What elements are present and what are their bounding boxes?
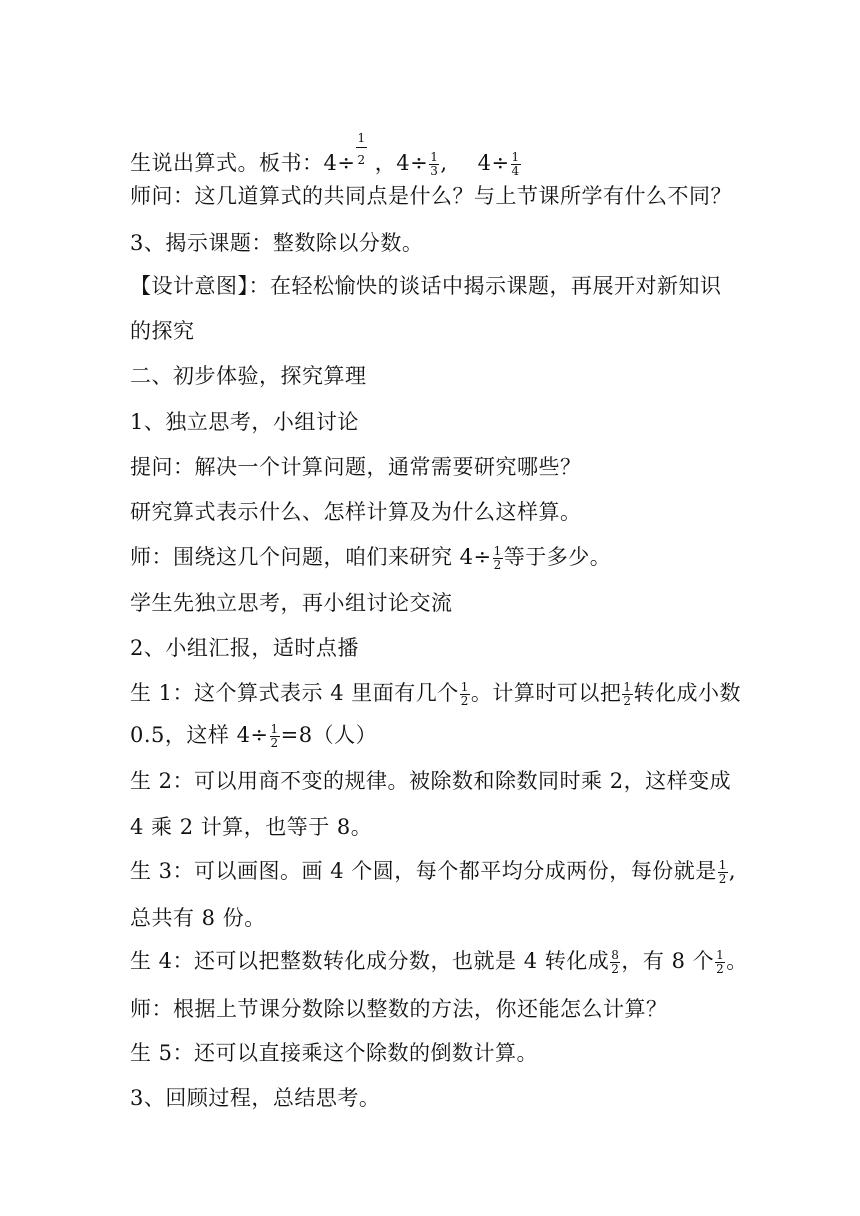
line-20: 师：根据上节课分数除以整数的方法，你还能怎么计算？ [130, 997, 668, 1021]
line-2: 师问：这几道算式的共同点是什么？与上节课所学有什么不同？ [130, 184, 732, 208]
line-10: 师：围绕这几个问题，咱们来研究 4÷ $\frac{1}{2}$ 等于多少。 [130, 544, 612, 572]
fraction: $\frac{1}{2}$ [460, 680, 469, 708]
line-11: 学生先独立思考，再小组讨论交流 [130, 591, 453, 615]
fraction: $\frac{1}{2}$ [270, 722, 279, 750]
fraction: $\frac{1}{4}$ [511, 150, 520, 178]
line-4: 【设计意图】：在轻松愉快的谈话中揭示课题，再展开对新知识 [130, 274, 722, 298]
fraction: $\frac{1}{3}$ [430, 150, 439, 178]
fraction: $\frac{1}{2}$ [357, 131, 366, 167]
line-18: 总共有 8 份。 [130, 906, 266, 930]
fraction: $\frac{1}{2}$ [493, 544, 502, 572]
fraction: $\frac{1}{2}$ [716, 948, 725, 976]
line-14: 0.5，这样 4÷ $\frac{1}{2}$ =8（人） [130, 722, 378, 750]
line-22-heading: 3、回顾过程，总结思考。 [130, 1086, 381, 1110]
fraction: $\frac{1}{2}$ [718, 858, 727, 886]
line-8: 提问：解决一个计算问题，通常需要研究哪些？ [130, 455, 582, 479]
line-9: 研究算式表示什么、怎样计算及为什么这样算。 [130, 500, 582, 524]
line-6-heading: 二、初步体验，探究算理 [130, 364, 367, 388]
line-7-heading: 1、独立思考，小组讨论 [130, 410, 359, 434]
fraction: $\frac{8}{2}$ [611, 948, 620, 976]
fraction: $\frac{1}{2}$ [623, 680, 632, 708]
line-17: 生 3：可以画图。画 4 个圆，每个都平均分成两份，每份就是 $\frac{1}{2}$ , [130, 858, 737, 886]
line-5: 的探究 [130, 319, 195, 343]
line-1: 生说出算式。板书：4÷ $\frac{1}{2}$ ，4÷ $\frac{1}{3}$ , 4÷ $\frac{1}{4}$ [130, 131, 520, 178]
line-16: 4 乘 2 计算，也等于 8。 [130, 815, 373, 839]
line-12-heading: 2、小组汇报，适时点播 [130, 636, 359, 660]
line-19: 生 4：还可以把整数转化成分数，也就是 4 转化成 $\frac{8}{2}$ ，有 8 个 $\frac{1}{2}$ 。 [130, 948, 748, 976]
line-13: 生 1：这个算式表示 4 里面有几个 $\frac{1}{2}$ 。计算时可以把 $\frac{1}{2}$ 转化成小数 [130, 680, 742, 708]
line-3-heading: 3、揭示课题：整数除以分数。 [130, 231, 424, 255]
line-15: 生 2：可以用商不变的规律。被除数和除数同时乘 2，这样变成 [130, 769, 732, 793]
line-21: 生 5：还可以直接乘这个除数的倒数计算。 [130, 1041, 539, 1065]
